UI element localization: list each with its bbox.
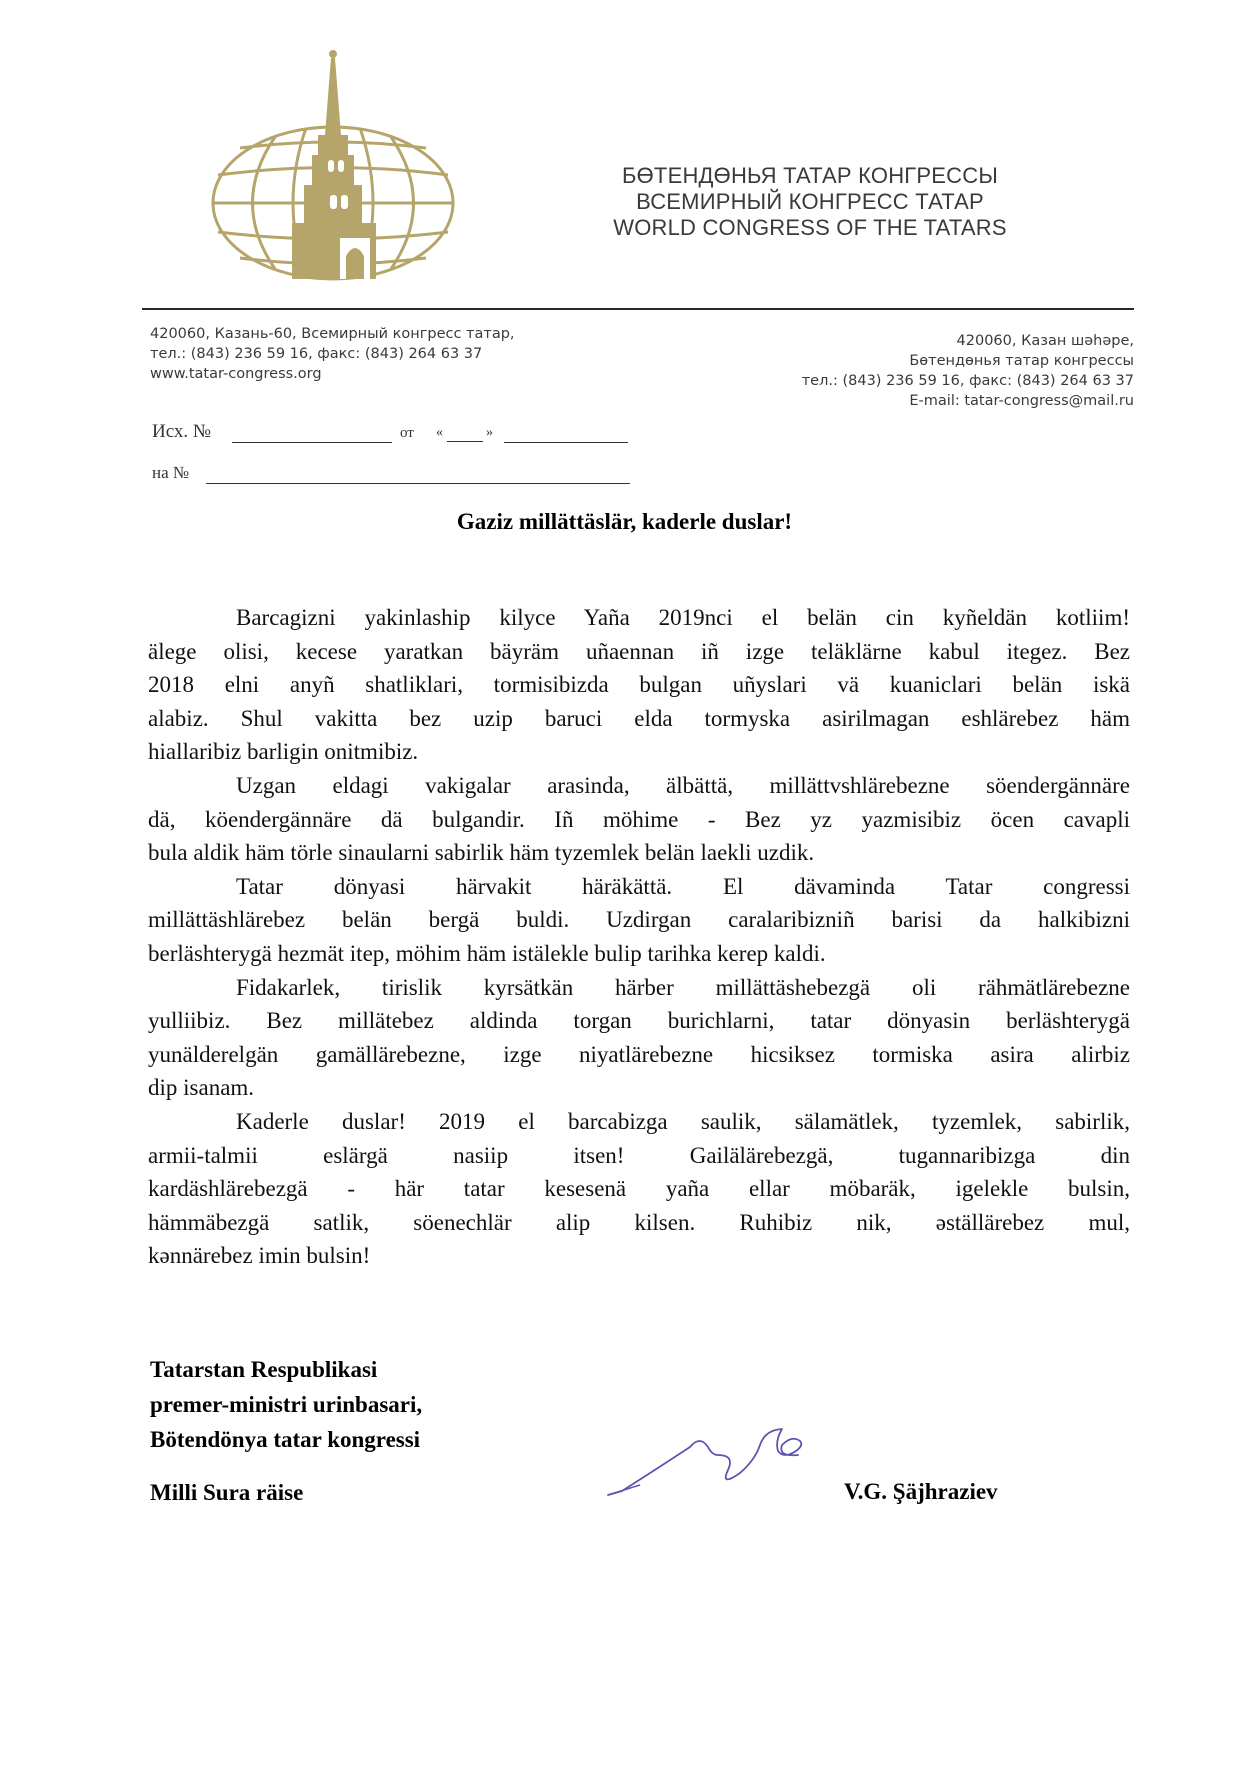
handwritten-signature-icon (600, 1415, 830, 1505)
address-right-phone: тел.: (843) 236 59 16, факс: (843) 264 63 37 (801, 373, 1134, 389)
website-link[interactable]: www.tatar-congress.org (150, 366, 322, 382)
address-right-line2: Бөтендөнья татар конгрессы (909, 353, 1134, 369)
body-line: kardäshlärebezgä - här tatar kesesenä yaña ellar möbaräk, igelekle bulsin, (148, 1176, 1130, 1202)
body-line: dip isanam. (148, 1075, 255, 1101)
date-month-year-blank[interactable] (504, 442, 628, 443)
body-line: Kaderle duslar! 2019 el barcabizga saulik, sälamätlek, tyzemlek, sabirlik, (236, 1109, 1130, 1134)
signer-position-line2: premer-ministri urinbasari, (150, 1392, 423, 1417)
body-line: kənnärebez imin bulsin! (148, 1243, 371, 1269)
address-left-phone: тел.: (843) 236 59 16, факс: (843) 264 63 37 (150, 346, 483, 362)
address-left-line1: 420060, Казань-60, Всемирный конгресс татар, (150, 326, 515, 342)
org-name-english: WORLD CONGRESS OF THE TATARS (613, 215, 1007, 240)
date-day-blank[interactable] (447, 441, 483, 442)
body-line: millättäshlärebez belän bergä buldi. Uzdirgan caralaribizniñ barisi da halkibizni (148, 907, 1130, 933)
body-line: Tatar dönyasi härvakit häräkättä. El dävaminda Tatar congressi (236, 873, 1130, 899)
org-name-tatar: БӨТЕНДӨНЬЯ ТАТАР КОНГРЕССЫ (621, 163, 998, 188)
signer-name: V.G. Şäjhraziev (844, 1479, 998, 1504)
body-line: 2018 elni anyñ shatliklari, tormisibizda bulgan uñyslari vä kuaniclari belän iskä (148, 672, 1130, 698)
body-line: Fidakarlek, tirislik kyrsätkän härber millättäshebezgä oli rähmätlärebezne (236, 974, 1130, 1000)
signer-position-line3: Bötendönya tatar kongressi (150, 1427, 421, 1452)
body-line: armii-talmii eslärgä nasiip itsen! Gailälärebezgä, tugannaribizga din (148, 1142, 1130, 1168)
body-line: yunälderelgän gamällärebezne, izge niyatlärebezne hicsiksez tormiska asira alirbiz (148, 1041, 1130, 1067)
reply-to-number-label: на № (152, 463, 190, 482)
header-divider (142, 308, 1134, 310)
reply-to-number-blank[interactable] (206, 483, 630, 484)
address-left (150, 324, 515, 384)
body-line: berläshterygä hezmät itep, möhim häm istälekle bulip tarihka kerep kaldi. (148, 941, 826, 966)
outgoing-number-blank[interactable] (232, 442, 392, 443)
address-right-line1: 420060, Казан шәһәре, (956, 333, 1134, 349)
body-line: Uzgan eldagi vakigalar arasinda, älbättä, millättvshlärebezne söendergännäre (236, 773, 1130, 798)
letter-greeting: Gaziz millättäslär, kaderle duslar! (456, 509, 793, 534)
date-from-label: от (400, 425, 414, 441)
body-line: älege olisi, kecese yaratkan bäyräm uñaennan iñ izge teläklärne kabul itegez. Bez (148, 638, 1130, 664)
organization-names (600, 163, 1020, 241)
body-line: bula aldik häm törle sinaularni sabirlik häm tyzemlek belän laekli uzdik. (148, 840, 815, 866)
kazan-tower-globe-icon (200, 40, 470, 290)
address-right (802, 331, 1134, 411)
body-line: Barcagizni yakinlaship kilyce Yaña 2019nci el belän cin kyñeldän kotliim! (236, 605, 1130, 630)
signer-position-line1: Tatarstan Respublikasi (150, 1357, 378, 1382)
signer-position (150, 1352, 422, 1457)
body-line: alabiz. Shul vakitta bez uzip baruci elda tormyska asirilmagan eshlärebez häm (148, 705, 1130, 731)
outgoing-number-label: Исх. № (152, 421, 212, 442)
body-line: hiallaribiz barligin onitmibiz. (148, 739, 419, 765)
date-close-quote: » (486, 425, 493, 440)
date-open-quote: « (436, 425, 443, 440)
org-name-russian: ВСЕМИРНЫЙ КОНГРЕСС ТАТАР (636, 189, 984, 214)
body-line: hämmäbezgä satlik, söenechlär alip kilsen. Ruhibiz nik, əställärebez mul, (148, 1209, 1130, 1235)
signer-position-line4: Milli Sura räise (150, 1480, 304, 1505)
email-link[interactable]: E-mail: tatar-congress@mail.ru (909, 393, 1134, 409)
body-line: yulliibiz. Bez millätebez aldinda torgan burichlarni, tatar dönyasin berläshterygä (148, 1008, 1130, 1034)
body-line: dä, köendergännäre dä bulgandir. Iñ möhime - Bez yz yazmisibiz öcen cavapli (148, 806, 1130, 832)
